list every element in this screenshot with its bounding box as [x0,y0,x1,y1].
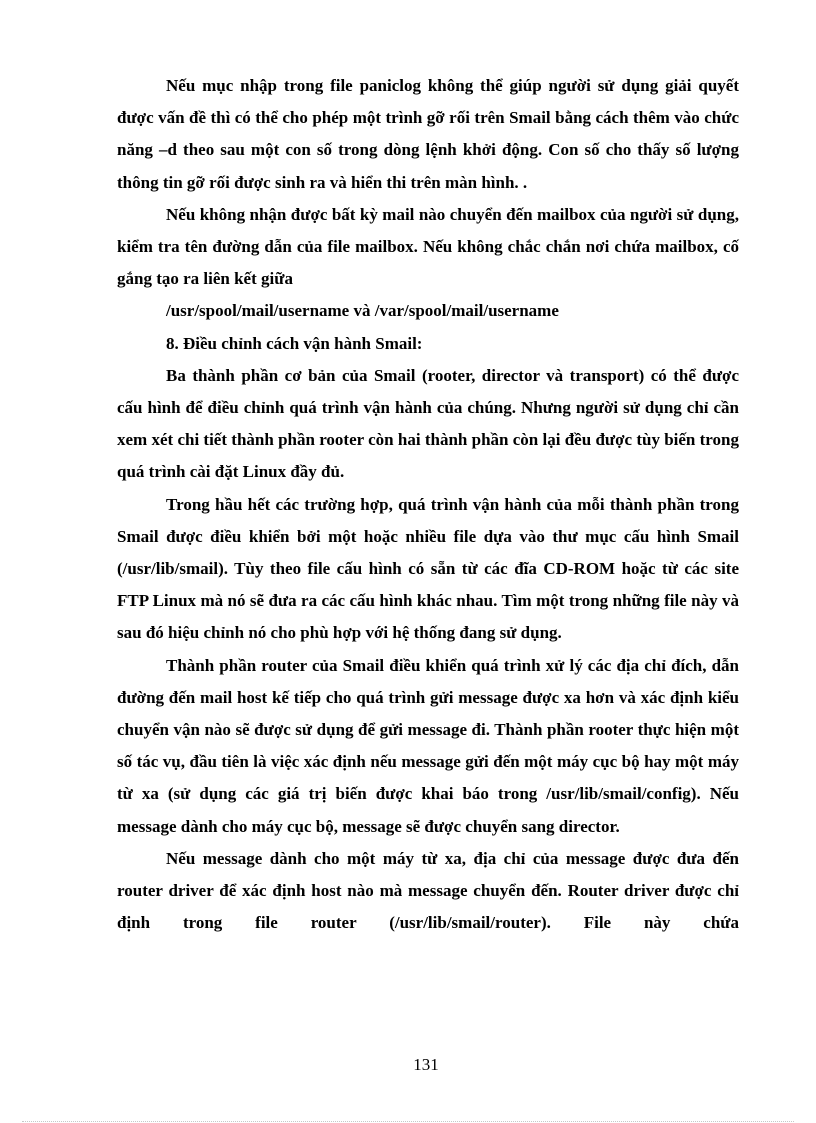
paragraph-paniclog: Nếu mục nhập trong file paniclog không thể giúp người sử dụng giải quyết được vấn đề thì có thể cho phép một trình gỡ rối trên Smail bằng cách thêm vào chức năng –d theo sau một con số trong dòng lệnh khởi động. Con số cho thấy số lượng thông tin gỡ rối được sinh ra và hiển thi trên màn hình. . [117,76,739,192]
paragraph-config-files: Trong hầu hết các trường hợp, quá trình vận hành của mỗi thành phần trong Smail được điều khiển bởi một hoặc nhiều file dựa vào thư mục cấu hình Smail (/usr/lib/smail). Tùy theo file cấu hình có sẵn từ các đĩa CD-ROM hoặc từ các site FTP Linux mà nó sẽ đưa ra các cấu hình khác nhau. Tìm một trong những file này và sau đó hiệu chỉnh nó cho phù hợp với hệ thống đang sử dụng. [117,494,739,643]
document-page [117,70,739,939]
paragraph-components: Ba thành phần cơ bản của Smail (rooter, director và transport) có thể được cấu hình để điều chỉnh quá trình vận hành của chúng. Nhưng người sử dụng chỉ cần xem xét chi tiết thành phần rooter còn hai thành phần còn lại đều được tùy biến trong quá trình cài đặt Linux đầy đủ. [117,365,739,482]
page-number: 131 [413,1055,439,1074]
paragraph-router: Thành phần router của Smail điều khiển quá trình xử lý các địa chỉ đích, dẫn đường đến mail host kế tiếp cho quá trình gửi message được xa hơn và xác định kiểu chuyển vận nào sẽ được sử dụng để gửi message đi. Thành phần rooter thực hiện một số tác vụ, đầu tiên là việc xác định nếu message gửi đến một máy cục bộ hay một máy từ xa (sử dụng các giá trị biến được khai báo trong /usr/lib/smail/config). Nếu message dành cho máy cục bộ, message sẽ được chuyển sang director. [117,655,739,836]
paragraph-mailbox: Nếu không nhận được bất kỳ mail nào chuyển đến mailbox của người sử dụng, kiểm tra tên đường dẫn của file mailbox. Nếu không chắc chắn nơi chứa mailbox, cố gắng tạo ra liên kết giữa [117,204,739,289]
section-heading: 8. Điều chỉnh cách vận hành Smail: [166,333,423,353]
page-bottom-divider [22,1121,794,1122]
mail-path-line: /usr/spool/mail/username và /var/spool/mail/username [166,301,559,321]
paragraph-remote-message: Nếu message dành cho một máy từ xa, địa chỉ của message được đưa đến router driver để xác định host nào mà message chuyển đến. Router driver được chỉ định trong file router (/usr/lib/smail/router). File này chứa [117,848,739,933]
